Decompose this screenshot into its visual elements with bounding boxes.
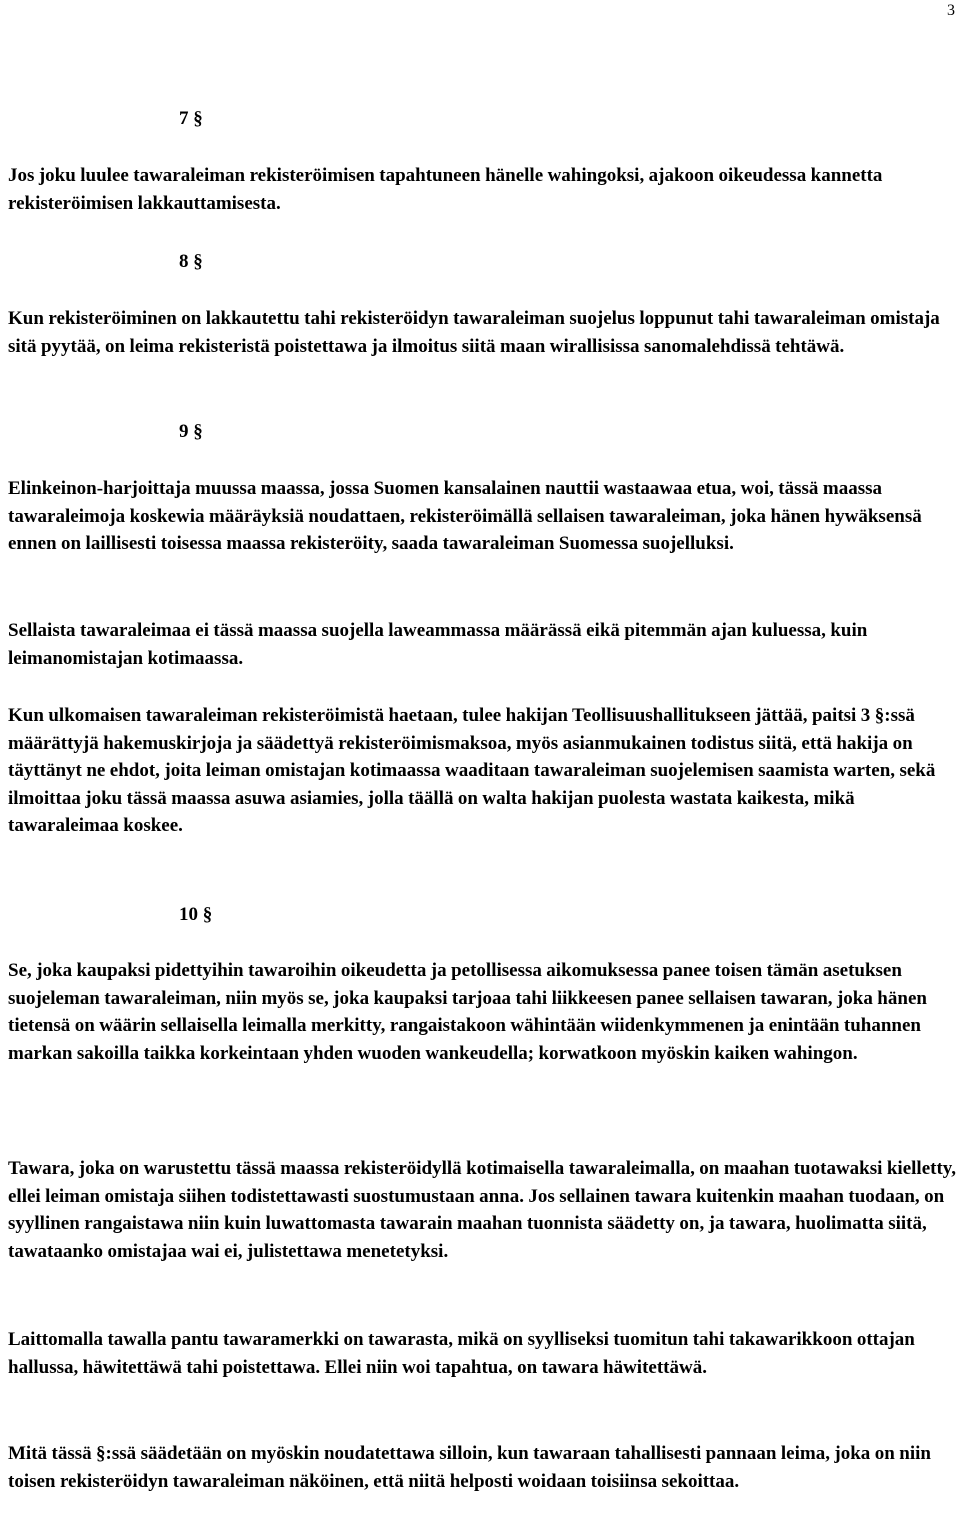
section-heading-10: 10 § — [179, 904, 213, 925]
section-9-paragraph-2: Sellaista tawaraleimaa ei tässä maassa suojella laweammassa määrässä eikä pitemmän ajan kuluessa, kuin leimanomistajan kotimaassa. — [8, 620, 868, 669]
section-9-paragraph-1: Elinkeinon-harjoittaja muussa maassa, jossa Suomen kansalainen nauttii wastaawaa etua, woi, tässä maassa tawaraleimoja koskewia määräyksiä noudattaen, rekisteröimällä sellaisen tawaraleiman, joka hänen hywäksensä ennen on laillisesti toisessa maassa rekisteröity, saada tawaraleiman Suomessa suojelluksi. — [8, 478, 922, 555]
page-number: 3 — [947, 2, 955, 19]
section-heading-8: 8 § — [179, 251, 203, 272]
section-heading-9: 9 § — [179, 421, 203, 442]
section-7-paragraph-1: Jos joku luulee tawaraleiman rekisteröimisen tapahtuneen hänelle wahingoksi, ajakoon oikeudessa kannetta rekisteröimisen lakkauttamisesta. — [8, 165, 883, 214]
section-10-paragraph-2: Tawara, joka on warustettu tässä maassa rekisteröidyllä kotimaisella tawaraleimalla, on maahan tuotawaksi kielletty, ellei leiman omistaja siihen todistettawasti suostumustaan anna. Jos sellainen tawara kuitenkin maahan tuodaan, on syyllinen rangaistawa niin kuin luwattomasta tawarain maahan tuonnista säädetty on, ja tawara, huolimatta siitä, tawataanko omistajaa wai ei, julistettawa menetetyksi. — [8, 1158, 956, 1262]
section-10-paragraph-3: Laittomalla tawalla pantu tawaramerkki on tawarasta, mikä on syylliseksi tuomitun tahi takawarikkoon ottajan hallussa, häwitettäwä tahi poistettawa. Ellei niin woi tapahtua, on tawara häwitettäwä. — [8, 1329, 915, 1378]
section-8-paragraph-1: Kun rekisteröiminen on lakkautettu tahi rekisteröidyn tawaraleiman suojelus loppunut tahi tawaraleiman omistaja sitä pyytää, on leima rekisteristä poistettawa ja ilmoitus siitä maan wirallisissa sanomalehdissä tehtäwä. — [8, 308, 940, 357]
section-9-paragraph-3: Kun ulkomaisen tawaraleiman rekisteröimistä haetaan, tulee hakijan Teollisuushallitukseen jättää, paitsi 3 §:ssä määrättyjä hakemuskirjoja ja säädettyä rekisteröimismaksoa, myös asianmukainen todistus siitä, että hakija on täyttänyt ne ehdot, joita leiman omistajan kotimaassa waaditaan tawaraleiman suojelemisen saamista warten, sekä ilmoittaa joku tässä maassa asuwa asiamies, jolla täällä on walta hakijan puolesta wastata kaikesta, mikä tawaraleimaa koskee. — [8, 705, 936, 837]
section-heading-7: 7 § — [179, 108, 203, 129]
section-10-paragraph-4: Mitä tässä §:ssä säädetään on myöskin noudatettawa silloin, kun tawaraan tahallisesti pannaan leima, joka on niin toisen rekisteröidyn tawaraleiman näköinen, että niitä helposti woidaan toisiinsa sekoittaa. — [8, 1443, 931, 1492]
section-10-paragraph-1: Se, joka kaupaksi pidettyihin tawaroihin oikeudetta ja petollisessa aikomuksessa panee toisen tämän asetuksen suojeleman tawaraleiman, niin myös se, joka kaupaksi tarjoaa tahi liikkeesen panee sellaisen tawaran, joka hänen tietensä on wäärin sellaisella leimalla merkitty, rangaistakoon wähintään wiidenkymmenen ja enintään tuhannen markan sakoilla taikka korkeintaan yhden wuoden wankeudella; korwatkoon myöskin kaiken wahingon. — [8, 960, 927, 1064]
